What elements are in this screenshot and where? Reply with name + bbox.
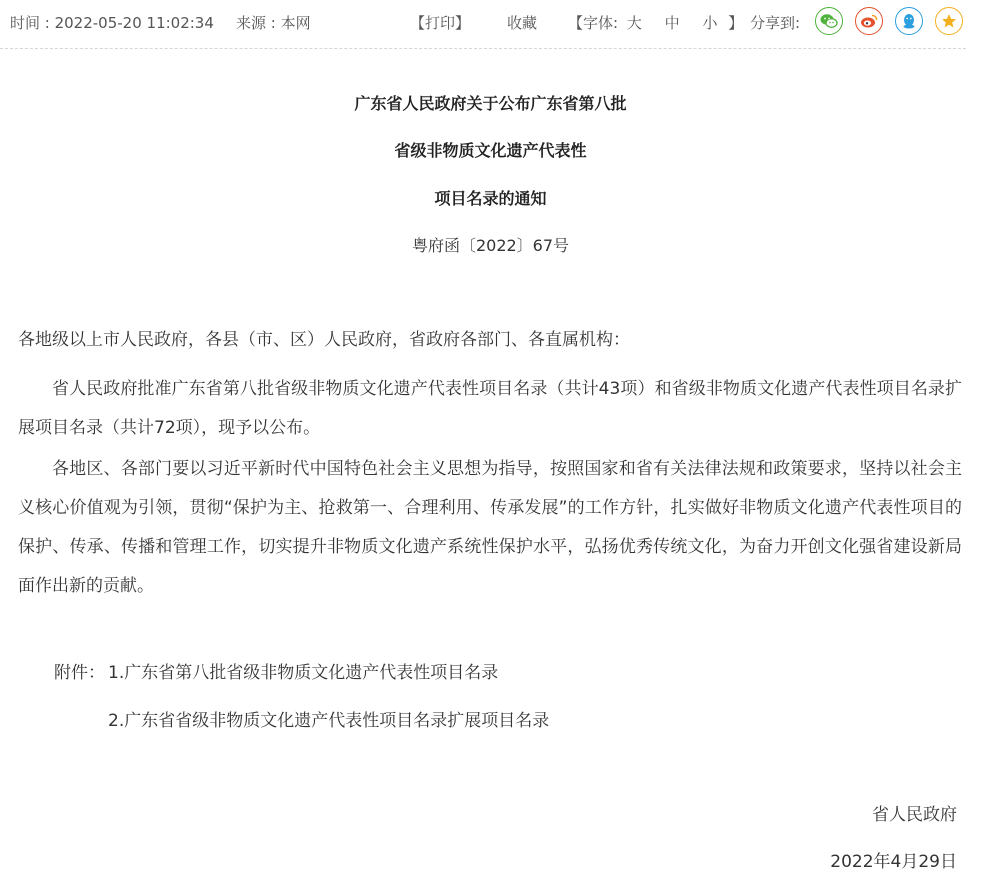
font-size-suffix: 】 bbox=[728, 14, 744, 32]
attachment-item-2: 2.广东省省级非物质文化遗产代表性项目名录扩展项目名录 bbox=[108, 711, 550, 731]
weibo-icon[interactable] bbox=[855, 7, 883, 35]
font-size-control bbox=[568, 12, 743, 34]
print-link[interactable]: 【打印】 bbox=[410, 14, 471, 32]
attachments-label: 附件： bbox=[54, 663, 105, 683]
font-size-prefix: 【字体: bbox=[568, 14, 619, 32]
attachment-item-1: 1.广东省第八批省级非物质文化遗产代表性项目名录 bbox=[108, 663, 499, 683]
font-small-link[interactable]: 小 bbox=[702, 14, 718, 32]
document-number: 粤府函〔2022〕67号 bbox=[411, 236, 570, 255]
title-line-2: 省级非物质文化遗产代表性 bbox=[394, 141, 587, 160]
salutation: 各地级以上市人民政府，各县（市、区）人民政府，省政府各部门、各直属机构： bbox=[18, 330, 630, 350]
qzone-icon[interactable] bbox=[935, 7, 963, 35]
title-line-1: 广东省人民政府关于公布广东省第八批 bbox=[354, 94, 627, 113]
source-label: 来源 : 本网 bbox=[236, 14, 311, 32]
issue-date: 2022年4月29日 bbox=[830, 852, 957, 872]
publish-time: 时间 : 2022-05-20 11:02:34 bbox=[10, 14, 214, 32]
article-meta-bar bbox=[0, 0, 966, 49]
font-medium-link[interactable]: 中 bbox=[664, 14, 680, 32]
body-paragraph-1: 省人民政府批准广东省第八批省级非物质文化遗产代表性项目名录（共计43项）和省级非物质文化遗产代表性项目名录扩展项目名录（共计72项），现予以公布。 bbox=[18, 379, 962, 438]
share-label: 分享到: bbox=[750, 14, 801, 32]
body-paragraph-2: 各地区、各部门要以习近平新时代中国特色社会主义思想为指导，按照国家和省有关法律法规和政策要求，坚持以社会主义核心价值观为引领，贯彻“保护为主、抢救第一、合理利用、传承发展”的工作方针，扎实做好非物质文化遗产代表性项目的保护、传承、传播和管理工作，切实提升非物质文化遗产系统性保护水平，弘扬优秀传统文化，为奋力开创文化强省建设新局面作出新的贡献。 bbox=[18, 459, 962, 596]
title-line-3: 项目名录的通知 bbox=[434, 189, 547, 208]
wechat-icon[interactable] bbox=[815, 7, 843, 35]
qq-icon[interactable] bbox=[895, 7, 923, 35]
issuer: 省人民政府 bbox=[872, 805, 957, 825]
favorite-link[interactable]: 收藏 bbox=[507, 14, 538, 32]
font-large-link[interactable]: 大 bbox=[626, 14, 642, 32]
